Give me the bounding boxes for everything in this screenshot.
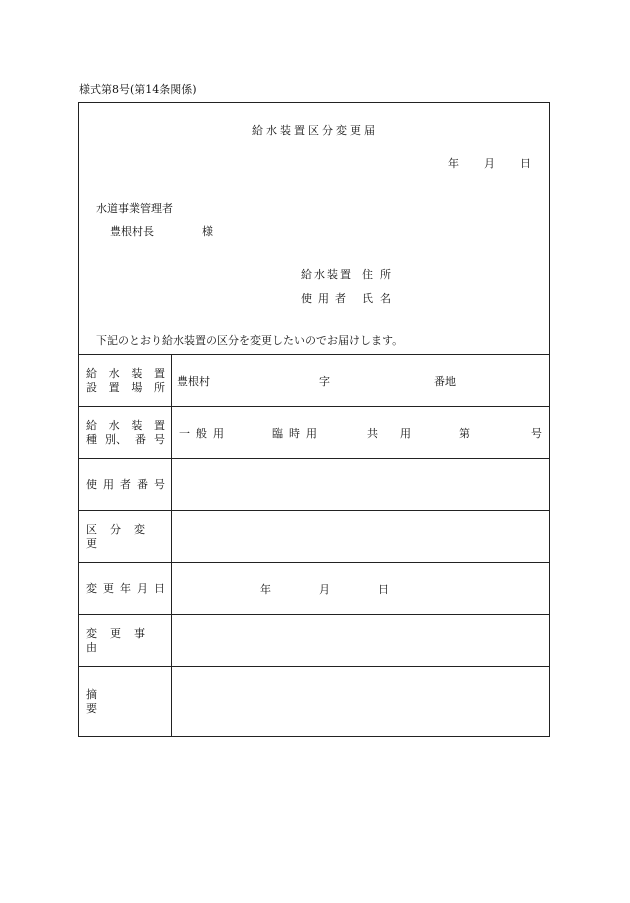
change-month-label: 月 [319,582,330,596]
applicant-address-label: 給水装置 [301,268,353,281]
label-classification-change [79,511,171,562]
value-user-number [172,459,550,510]
label-char: 置 [153,418,165,432]
change-day-label: 日 [378,582,389,596]
label-char: 種 [86,432,97,446]
addressee-title: 水道事業管理者 [96,202,173,215]
label-text: 摘要 [86,688,155,715]
label-char: 場 [131,380,143,394]
change-year-label: 年 [260,582,271,596]
value-change-reason [172,615,550,666]
date-day-label: 日 [520,157,531,170]
label-user-number [79,459,171,510]
label-text: 区分変更 [86,522,158,550]
label-text: 変更年月日 [86,581,171,595]
date-month-label: 月 [484,157,495,170]
applicant-name-field: 氏名 [362,292,398,305]
label-char: 番 [135,432,146,446]
type-temporary-use: 臨時用 [272,426,323,440]
banchi-label: 番地 [434,374,456,388]
type-general-use: 一般用 [179,426,230,440]
submission-date [448,155,531,171]
label-char: 装 [131,366,143,380]
label-change-reason [79,615,171,666]
label-installation-location [79,355,171,406]
applicant-address-field: 住所 [362,268,398,281]
label-text: 変更事由 [86,626,158,654]
label-change-date [79,563,171,614]
addressee-honorific: 様 [202,225,213,238]
label-char: 給 [86,418,97,432]
type-shared-use: 共用 [367,426,433,440]
date-year-label: 年 [448,157,459,170]
village-name: 豊根村 [177,374,210,388]
label-char: 水 [108,366,120,380]
label-char: 別、 [105,432,127,446]
value-remarks [172,667,550,737]
label-char: 置 [108,380,120,394]
value-device-type-number [172,407,550,458]
label-remarks [79,667,171,737]
value-installation-location [172,355,550,406]
aza-label: 字 [319,374,330,388]
value-classification-change [172,511,550,562]
label-char: 号 [154,432,165,446]
form-title: 給水装置区分変更届 [252,124,378,137]
label-char: 設 [86,380,97,394]
label-char: 置 [153,366,165,380]
label-char: 所 [153,380,165,394]
number-go-label: 号 [531,426,542,440]
label-char: 装 [131,418,143,432]
label-char: 給 [86,366,97,380]
number-dai-label: 第 [459,426,470,440]
label-device-type-number [79,407,171,458]
form-frame [78,102,550,737]
addressee-name: 豊根村長 [110,225,154,238]
label-text: 使用者番号 [86,477,171,491]
label-char: 水 [108,418,120,432]
value-change-date [172,563,550,614]
statement-text: 下記のとおり給水装置の区分を変更したいのでお届けします。 [96,334,404,347]
form-number-label: 様式第8号(第14条関係) [79,83,197,96]
applicant-user-label: 使用者 [301,292,352,305]
